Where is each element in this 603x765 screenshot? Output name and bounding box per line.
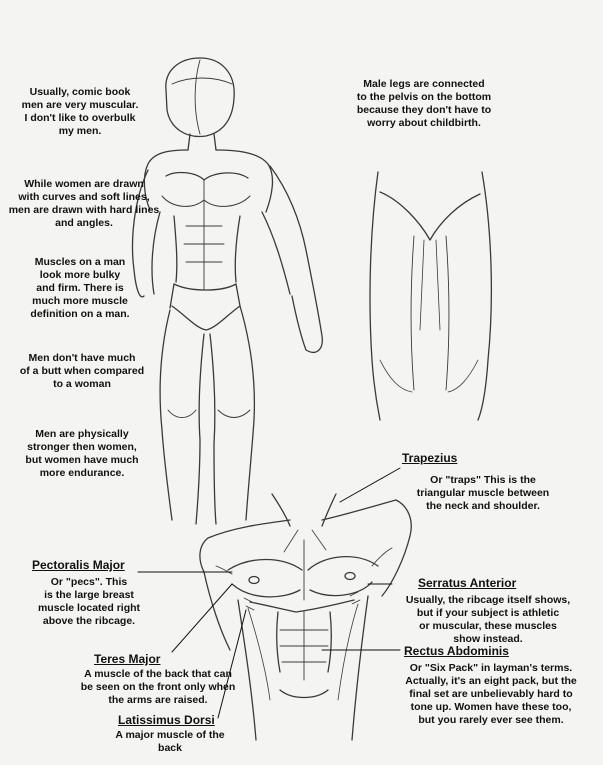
term-rectus-abdominis: Rectus Abdominis — [404, 644, 509, 658]
desc-teres-major: A muscle of the back that can be seen on the front only when the arms are raised. — [80, 668, 236, 706]
desc-trapezius: Or "traps" This is the triangular muscle between the neck and shoulder. — [416, 474, 550, 512]
legs-sketch — [370, 172, 491, 420]
male-figure-sketch — [133, 58, 323, 524]
term-pectoralis-major: Pectoralis Major — [32, 558, 125, 572]
term-serratus-anterior: Serratus Anterior — [418, 576, 517, 590]
trapezius-leader — [340, 468, 400, 502]
desc-pectoralis-major: Or "pecs". This is the large breast muscle located right above the ribcage. — [37, 576, 141, 627]
note-stronger: Men are physically stronger then women, but women have much more endurance. — [25, 428, 139, 479]
note-butt: Men don't have much of a butt when compared to a woman — [19, 352, 145, 390]
note-legs: Male legs are connected to the pelvis on the bottom because they don't have to worry about childbirth. — [356, 78, 492, 129]
desc-rectus-abdominis: Or "Six Pack" in layman's terms. Actually, it's an eight pack, but the final set are unbelievably hard to tone up. Women have these too, but you rarely ever see them. — [405, 662, 577, 726]
term-trapezius: Trapezius — [402, 451, 458, 465]
note-bulky: Muscles on a man look more bulky and firm. There is much more muscle definition on a man. — [30, 256, 130, 320]
note-comic-men: Usually, comic book men are very muscular. I don't like to overbulk my men. — [21, 86, 139, 137]
term-teres-major: Teres Major — [94, 652, 161, 666]
desc-latissimus-dorsi: A major muscle of the back — [115, 729, 225, 754]
desc-serratus-anterior: Usually, the ribcage itself shows, but if your subject is athletic or muscular, these muscles show instead. — [405, 594, 571, 645]
note-curves: While women are drawn with curves and soft lines, men are drawn with hard lines and angles. — [8, 178, 160, 229]
term-latissimus-dorsi: Latissimus Dorsi — [118, 713, 215, 727]
teres-leader — [172, 584, 232, 652]
